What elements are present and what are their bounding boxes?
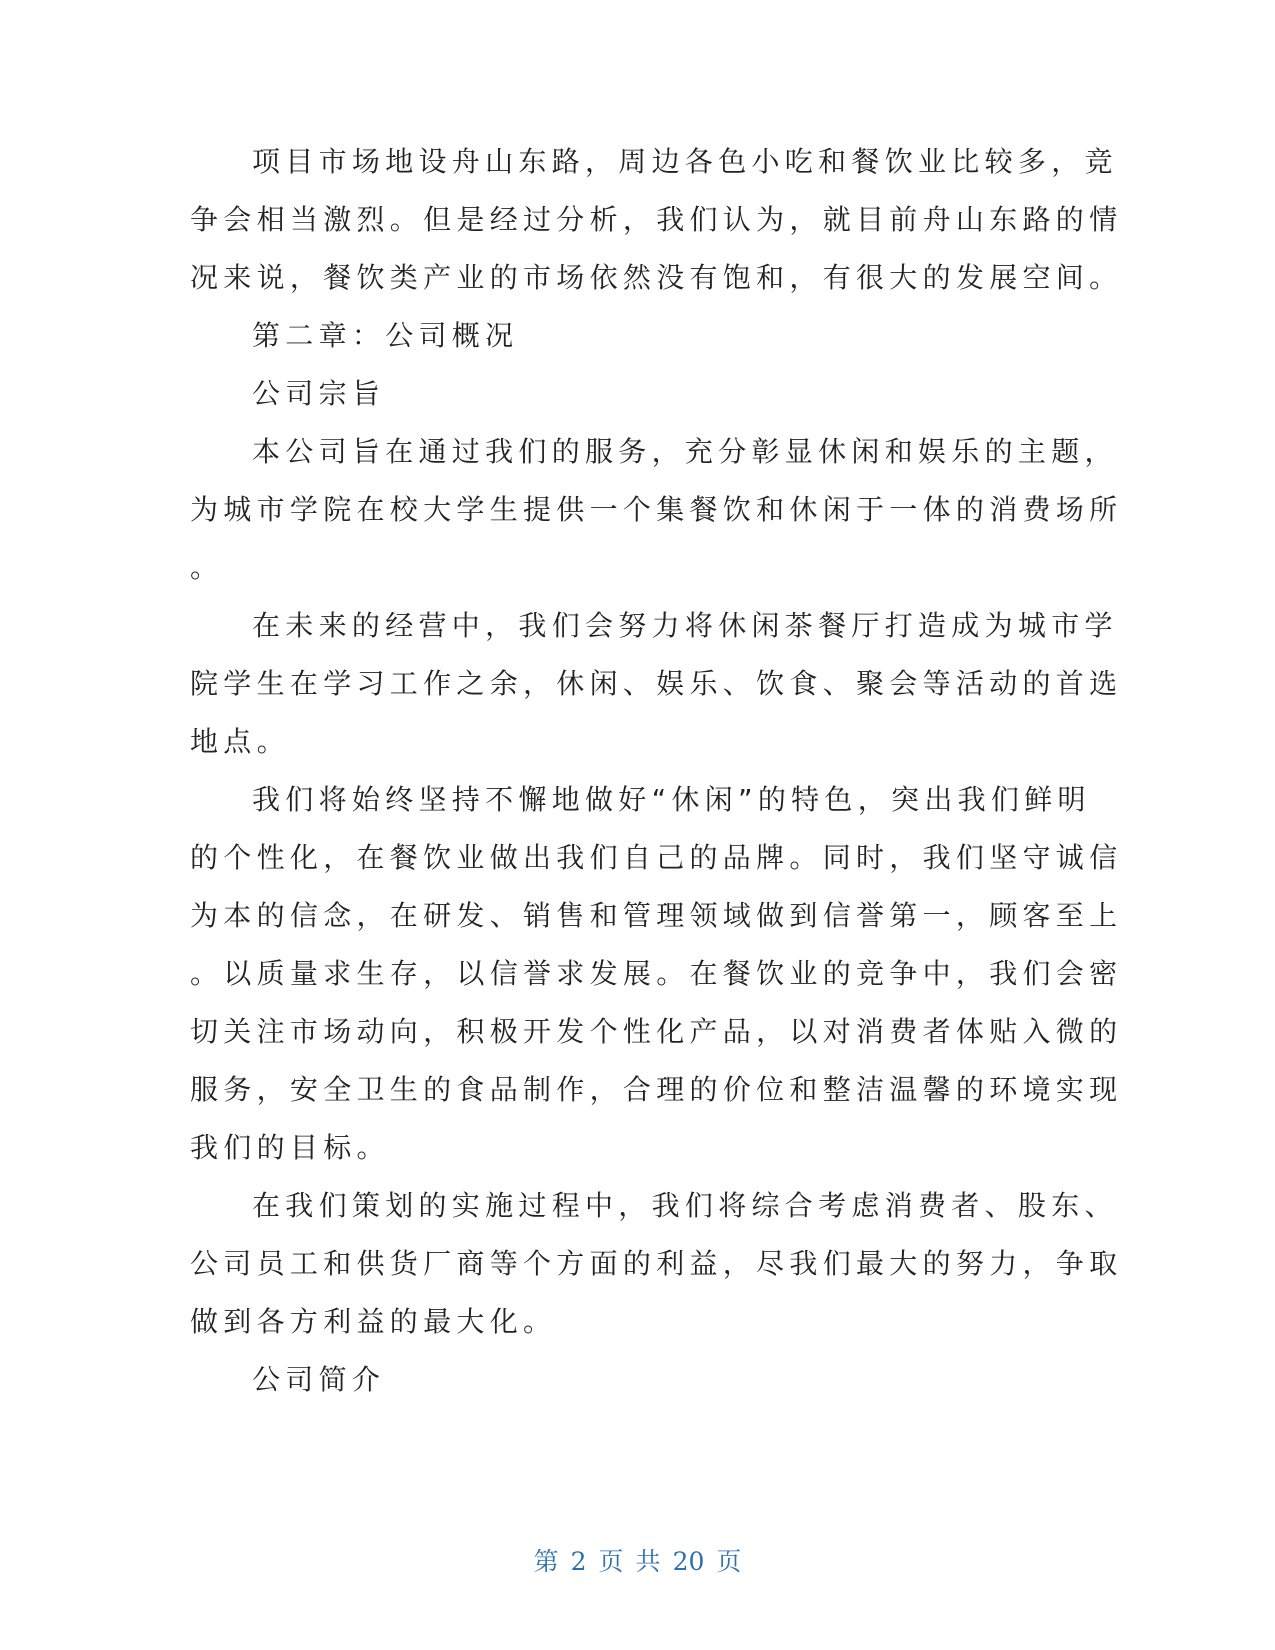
paragraph-line: 我们的目标。 (190, 1131, 390, 1164)
footer-current-page: 2 (570, 1547, 587, 1576)
paragraph-line: 争会相当激烈。但是经过分析，我们认为，就目前舟山东路的情 (190, 203, 1123, 236)
footer-total-pages: 20 (672, 1547, 705, 1576)
paragraph-line: 我们将始终坚持不懈地做好“休闲”的特色，突出我们鲜明 (252, 783, 1091, 816)
paragraph-line: 切关注市场动向，积极开发个性化产品，以对消费者体贴入微的 (190, 1015, 1123, 1048)
paragraph-line: 为本的信念，在研发、销售和管理领域做到信誉第一，顾客至上 (190, 899, 1123, 932)
paragraph-line: 。 (190, 551, 224, 584)
paragraph-line: 况来说，餐饮类产业的市场依然没有饱和，有很大的发展空间。 (190, 261, 1123, 294)
paragraph-line: 的个性化，在餐饮业做出我们自己的品牌。同时，我们坚守诚信 (190, 841, 1123, 874)
paragraph-line: 做到各方利益的最大化。 (190, 1305, 557, 1338)
paragraph-line: 地点。 (190, 725, 290, 758)
footer-prefix: 第 (533, 1547, 559, 1576)
chapter-heading: 第二章：公司概况 (252, 319, 519, 352)
paragraph-line: 公司员工和供货厂商等个方面的利益，尽我们最大的努力，争取 (190, 1247, 1123, 1280)
footer-page-word: 页 (598, 1547, 624, 1576)
paragraph-line: 在我们策划的实施过程中，我们将综合考虑消费者、股东、 (252, 1189, 1118, 1222)
footer-total-prefix: 共 (635, 1547, 661, 1576)
paragraph-line: 。以质量求生存，以信誉求发展。在餐饮业的竞争中，我们会密 (190, 957, 1123, 990)
section-heading: 公司宗旨 (252, 377, 386, 410)
paragraph-line: 项目市场地设舟山东路，周边各色小吃和餐饮业比较多，竞 (252, 145, 1118, 178)
paragraph-line: 为城市学院在校大学生提供一个集餐饮和休闲于一体的消费场所 (190, 493, 1123, 526)
paragraph-line: 服务，安全卫生的食品制作，合理的价位和整洁温馨的环境实现 (190, 1073, 1123, 1106)
section-heading: 公司简介 (252, 1363, 386, 1396)
paragraph-line: 在未来的经营中，我们会努力将休闲茶餐厅打造成为城市学 (252, 609, 1118, 642)
page-number-footer (0, 1546, 1275, 1578)
footer-suffix: 页 (716, 1547, 742, 1576)
paragraph-line: 本公司旨在通过我们的服务，充分彰显休闲和娱乐的主题， (252, 435, 1118, 468)
paragraph-line: 院学生在学习工作之余，休闲、娱乐、饮食、聚会等活动的首选 (190, 667, 1123, 700)
